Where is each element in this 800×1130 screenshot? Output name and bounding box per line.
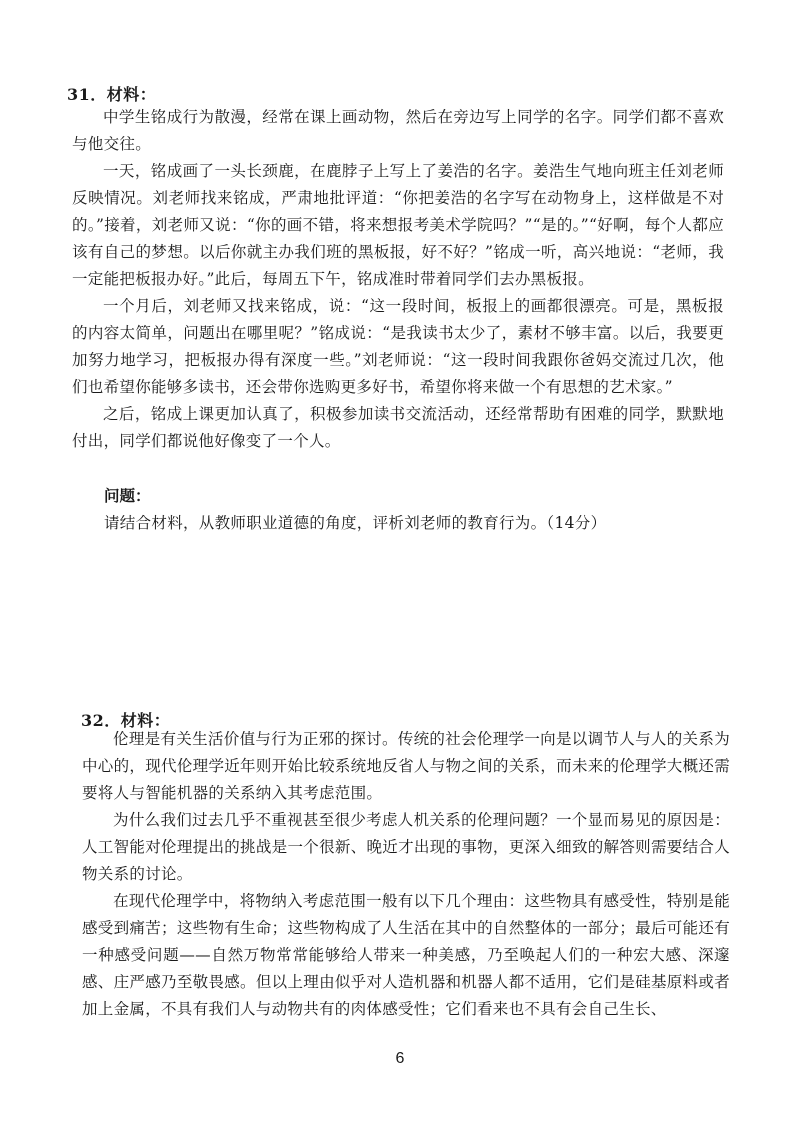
q32-paragraph-1: 伦理是有关生活价值与行为正邪的探讨。传统的社会伦理学一向是以调节人与人的关系为中心的，现代伦理学近年则开始比较系统地反省人与物之间的关系，而未来的伦理学大概还需要将人与智能机器的关系纳入其考虑范围。	[82, 730, 730, 802]
q31-paragraph-1: 中学生铭成行为散漫，经常在课上画动物，然后在旁边写上同学的名字。同学们都不喜欢与他交往。	[72, 108, 724, 153]
question-31-wenti-label: 问题：	[104, 486, 151, 505]
page-number: 6	[395, 1050, 405, 1067]
question-31-heading: 31．材料：	[67, 85, 157, 104]
question-32-heading: 32．材料：	[81, 711, 171, 730]
q32-paragraph-2: 为什么我们过去几乎不重视甚至很少考虑人机关系的伦理问题？一个显而易见的原因是：人工智能对伦理提出的挑战是一个很新、晚近才出现的事物，更深入细致的解答则需要结合人物关系的讨论。	[82, 811, 730, 883]
q32-paragraph-3: 在现代伦理学中，将物纳入考虑范围一般有以下几个理由：这些物具有感受性，特别是能感受到痛苦；这些物有生命；这些物构成了人生活在其中的自然整体的一部分；最后可能还有一种感受问题——自然万物常常能够给人带来一种美感，乃至唤起人们的一种宏大感、深邃感、庄严感乃至敬畏感。但以上理由似乎对人造机器和机器人都不适用，它们是硅基原料或者加上金属，不具有我们人与动物共有的肉体感受性；它们看来也不具有会自己生长、	[82, 892, 730, 1018]
q31-paragraph-2: 一天，铭成画了一头长颈鹿，在鹿脖子上写上了姜浩的名字。姜浩生气地向班主任刘老师反映情况。刘老师找来铭成，严肃地批评道：“你把姜浩的名字写在动物身上，这样做是不对的。”接着，刘老师又说：“你的画不错，将来想报考美术学院吗？”“是的。”“好啊，每个人都应该有自己的梦想。以后你就主办我们班的黑板报，好不好？”铭成一听，高兴地说：“老师，我一定能把板报办好。”此后，每周五下午，铭成准时带着同学们去办黑板报。	[72, 162, 724, 288]
question-31-material	[72, 104, 724, 455]
q31-question-text: 请结合材料，从教师职业道德的角度，评析刘老师的教育行为。（14分）	[104, 514, 607, 532]
question-32-material	[82, 726, 730, 1023]
q31-paragraph-4: 之后，铭成上课更加认真了，积极参加读书交流活动，还经常帮助有困难的同学，默默地付出，同学们都说他好像变了一个人。	[72, 405, 724, 450]
question-31-prompt	[104, 510, 704, 537]
q31-paragraph-3: 一个月后，刘老师又找来铭成，说：“这一段时间，板报上的画都很漂亮。可是，黑板报的内容太简单，问题出在哪里呢？”铭成说：“是我读书太少了，素材不够丰富。以后，我要更加努力地学习，把板报办得有深度一些。”刘老师说：“这一段时间我跟你爸妈交流过几次，他们也希望你能够多读书，还会带你选购更多好书，希望你将来做一个有思想的艺术家。”	[72, 297, 724, 396]
